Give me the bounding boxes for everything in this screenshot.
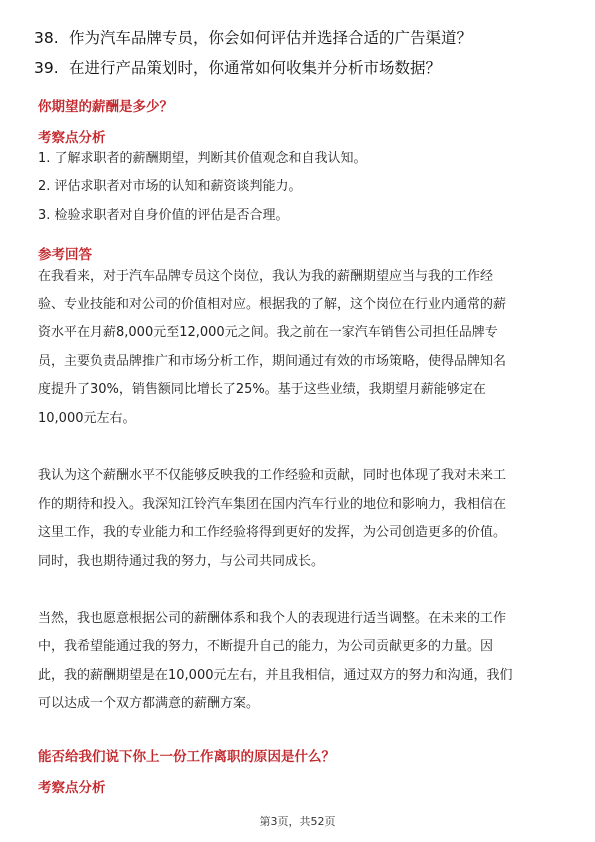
analysis-heading: 考察点分析 [38, 130, 106, 146]
answer-line: 同时，我也期待通过我的努力，与公司共同成长。 [38, 554, 325, 569]
answer-heading: 参考回答 [38, 247, 92, 263]
answer-line: 10,000元左右。 [38, 411, 136, 426]
question-39 [34, 58, 441, 78]
analysis-item: 2. 评估求职者对市场的认知和薪资谈判能力。 [38, 179, 302, 194]
answer-line: 员，主要负责品牌推广和市场分析工作，期间通过有效的市场策略，使得品牌知名 [38, 354, 507, 369]
question-38 [34, 28, 472, 48]
question-text: 在进行产品策划时，你通常如何收集并分析市场数据？ [68, 59, 441, 77]
question-number: 38. [34, 29, 59, 47]
page-footer: 第3页，共52页 [259, 815, 336, 828]
question-number: 39. [34, 59, 59, 77]
answer-line: 可以达成一个双方都满意的薪酬方案。 [38, 696, 260, 711]
answer-line: 在我看来，对于汽车品牌专员这个岗位，我认为我的薪酬期望应当与我的工作经 [38, 269, 494, 284]
answer-line: 我认为这个薪酬水平不仅能够反映我的工作经验和贡献，同时也体现了我对未来工 [38, 468, 507, 483]
section-question-leaving: 能否给我们说下你上一份工作离职的原因是什么？ [38, 749, 335, 765]
analysis-item: 3. 检验求职者对自身价值的评估是否合理。 [38, 208, 289, 223]
answer-line: 验、专业技能和对公司的价值相对应。根据我的了解，这个岗位在行业内通常的薪 [38, 297, 507, 312]
answer-line: 资水平在月薪8,000元至12,000元之间。我之前在一家汽车销售公司担任品牌专 [38, 325, 498, 340]
answer-line: 中，我希望能通过我的努力，不断提升自己的能力，为公司贡献更多的力量。因 [38, 639, 494, 654]
question-text: 作为汽车品牌专员，你会如何评估并选择合适的广告渠道？ [68, 29, 472, 47]
answer-line: 度提升了30%，销售额同比增长了25%。基于这些业绩，我期望月薪能够定在 [38, 382, 486, 397]
analysis-heading: 考察点分析 [38, 780, 106, 796]
section-question-salary: 你期望的薪酬是多少？ [38, 99, 173, 115]
analysis-item: 1. 了解求职者的薪酬期望，判断其价值观念和自我认知。 [38, 151, 367, 166]
answer-line: 此，我的薪酬期望是在10,000元左右，并且我相信，通过双方的努力和沟通，我们 [38, 668, 513, 683]
answer-line: 这里工作，我的专业能力和工作经验将得到更好的发挥，为公司创造更多的价值。 [38, 525, 507, 540]
answer-line: 作的期待和投入。我深知江铃汽车集团在国内汽车行业的地位和影响力，我相信在 [38, 497, 507, 512]
answer-line: 当然，我也愿意根据公司的薪酬体系和我个人的表现进行适当调整。在未来的工作 [38, 611, 507, 626]
